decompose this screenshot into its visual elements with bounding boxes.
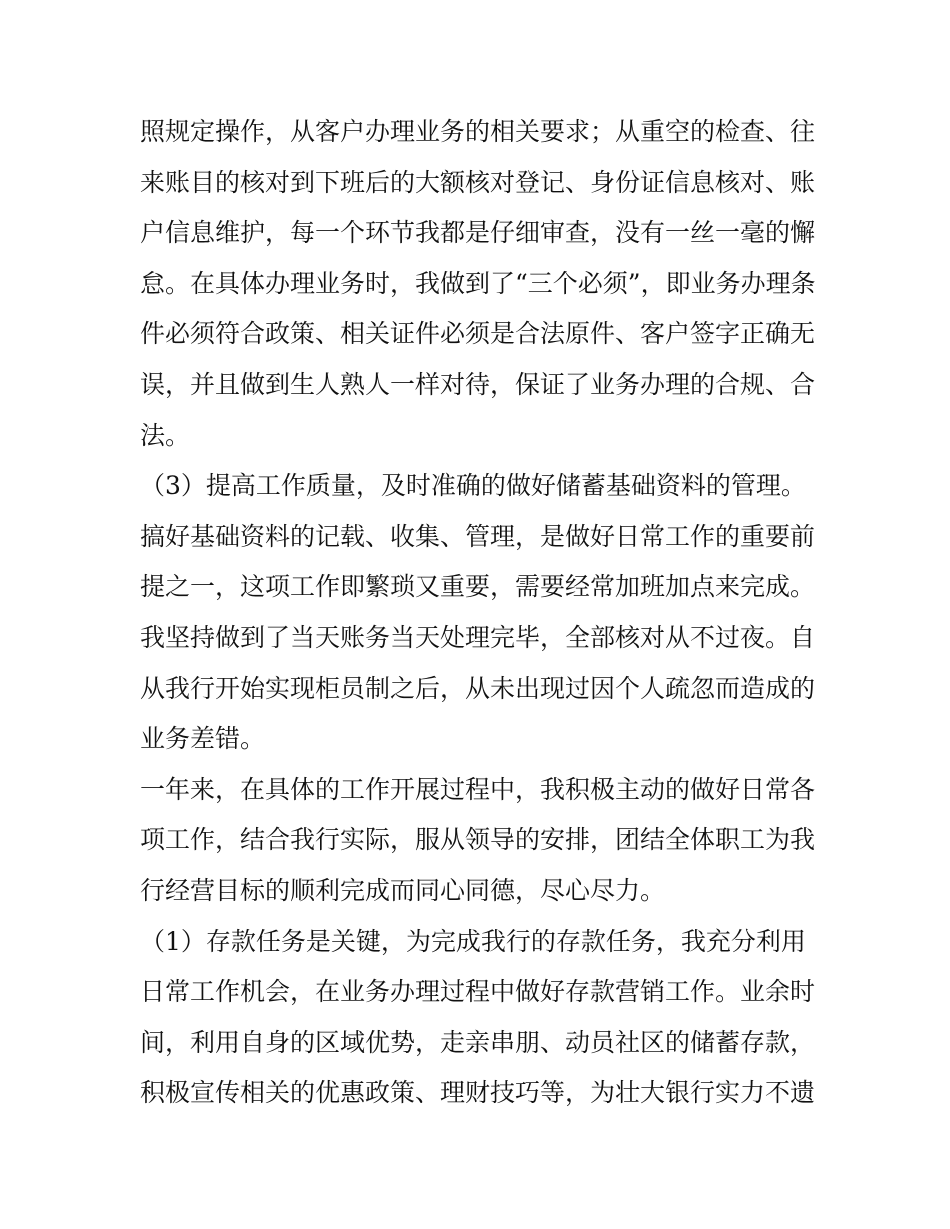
section-heading: （3）提高工作质量，及时准确的做好储蓄基础资料的管理。 — [140, 471, 806, 501]
text-line: 法。 — [140, 420, 191, 450]
section-heading: （1）存款任务是关键，为完成我行的存款任务，我充分利用 — [140, 926, 806, 956]
text-line: 件必须符合政策、相关证件必须是合法原件、客户签字正确无 — [140, 319, 816, 349]
text-line: 积极宣传相关的优惠政策、理财技巧等，为壮大银行实力不遗 — [140, 1078, 816, 1108]
text-line: 怠。在具体办理业务时，我做到了“三个必须”，即业务办理条 — [140, 268, 816, 298]
text-line: 日常工作机会，在业务办理过程中做好存款营销工作。业余时 — [140, 977, 816, 1007]
text-line: 从我行开始实现柜员制之后，从未出现过因个人疏忽而造成的 — [140, 673, 816, 703]
text-line: 一年来，在具体的工作开展过程中，我积极主动的做好日常各 — [140, 774, 816, 804]
text-line: 来账目的核对到下班后的大额核对登记、身份证信息核对、账 — [140, 167, 816, 197]
text-line: 间，利用自身的区域优势，走亲串朋、动员社区的储蓄存款， — [140, 1027, 816, 1057]
text-line: 误，并且做到生人熟人一样对待，保证了业务办理的合规、合 — [140, 369, 816, 399]
text-line: 项工作，结合我行实际，服从领导的安排，团结全体职工为我 — [140, 825, 816, 855]
text-line: 提之一，这项工作即繁琐又重要，需要经常加班加点来完成。 — [140, 572, 816, 602]
text-line: 我坚持做到了当天账务当天处理完毕，全部核对从不过夜。自 — [140, 622, 816, 652]
text-line: 照规定操作，从客户办理业务的相关要求；从重空的检查、往 — [140, 117, 816, 146]
text-line: 行经营目标的顺利完成而同心同德，尽心尽力。 — [140, 875, 666, 905]
text-line: 搞好基础资料的记载、收集、管理，是做好日常工作的重要前 — [140, 521, 816, 551]
text-line: 户信息维护，每一个环节我都是仔细审查，没有一丝一毫的懈 — [140, 218, 816, 248]
body-text — [140, 107, 820, 1119]
text-line: 业务差错。 — [140, 724, 266, 754]
